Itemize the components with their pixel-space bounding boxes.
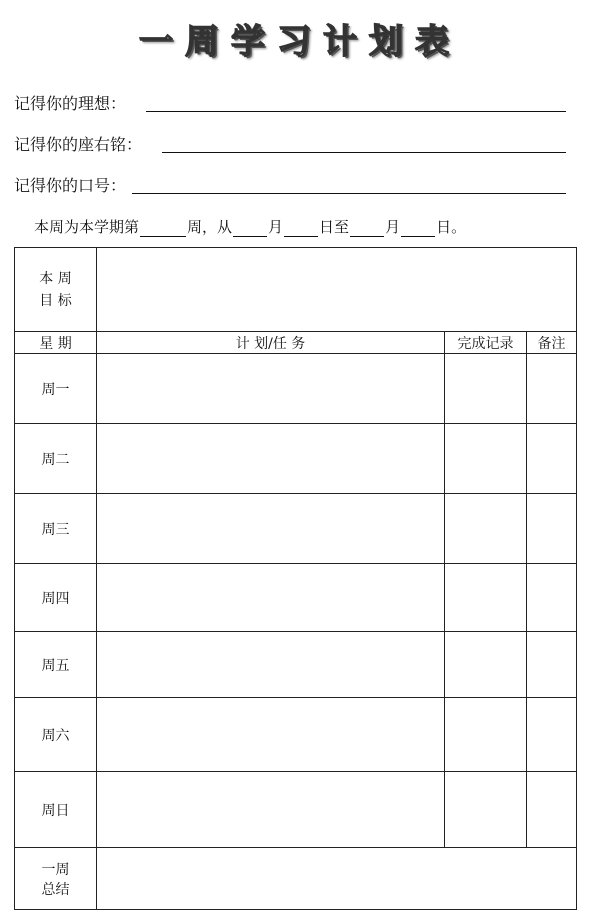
week-text-2: 周，从 — [187, 218, 233, 236]
slogan-input-line[interactable] — [132, 193, 566, 194]
record-cell[interactable] — [445, 698, 527, 772]
end-day-blank[interactable] — [401, 221, 435, 237]
goal-content-cell[interactable] — [97, 248, 577, 332]
table-row — [15, 632, 577, 698]
week-info-line — [34, 216, 466, 237]
plan-table — [14, 247, 577, 910]
slogan-field — [14, 174, 574, 196]
goal-label-line1: 本 周 — [39, 270, 72, 287]
slogan-label: 记得你的口号： — [14, 176, 127, 195]
record-cell[interactable] — [445, 424, 527, 494]
day-label-fri: 周五 — [15, 632, 97, 698]
table-row — [15, 698, 577, 772]
end-month-blank[interactable] — [350, 221, 384, 237]
note-cell[interactable] — [527, 772, 577, 848]
plan-cell[interactable] — [97, 632, 445, 698]
plan-cell[interactable] — [97, 424, 445, 494]
ideal-field — [14, 92, 574, 114]
summary-content-cell[interactable] — [97, 848, 577, 910]
week-text-4: 日至 — [319, 218, 350, 236]
start-day-blank[interactable] — [284, 221, 318, 237]
record-cell[interactable] — [445, 632, 527, 698]
goal-label-cell — [15, 248, 97, 332]
plan-cell[interactable] — [97, 494, 445, 564]
day-label-thu: 周四 — [15, 564, 97, 632]
ideal-input-line[interactable] — [146, 111, 566, 112]
header-day: 星 期 — [15, 332, 97, 354]
plan-cell[interactable] — [97, 354, 445, 424]
goal-label-line2: 目 标 — [39, 292, 72, 309]
week-text-5: 月 — [385, 218, 401, 236]
summary-label-line1: 一周 — [41, 861, 70, 878]
day-label-mon: 周一 — [15, 354, 97, 424]
record-cell[interactable] — [445, 772, 527, 848]
note-cell[interactable] — [527, 564, 577, 632]
goal-row — [15, 248, 577, 332]
table-row — [15, 354, 577, 424]
record-cell[interactable] — [445, 354, 527, 424]
table-row — [15, 772, 577, 848]
motto-field — [14, 133, 574, 155]
record-cell[interactable] — [445, 494, 527, 564]
plan-cell[interactable] — [97, 698, 445, 772]
summary-label-line2: 总结 — [41, 881, 70, 898]
note-cell[interactable] — [527, 354, 577, 424]
plan-cell[interactable] — [97, 564, 445, 632]
week-text-1: 本周为本学期第 — [34, 218, 140, 236]
note-cell[interactable] — [527, 632, 577, 698]
note-cell[interactable] — [527, 424, 577, 494]
motto-input-line[interactable] — [162, 152, 566, 153]
week-number-blank[interactable] — [140, 221, 186, 237]
page-title: 一周学习计划表 — [139, 22, 461, 62]
header-note: 备注 — [527, 332, 577, 354]
ideal-label: 记得你的理想： — [14, 94, 127, 113]
table-row — [15, 494, 577, 564]
header-plan: 计 划/任 务 — [97, 332, 445, 354]
day-label-sat: 周六 — [15, 698, 97, 772]
week-text-3: 月 — [268, 218, 284, 236]
header-row — [15, 332, 577, 354]
table-row — [15, 564, 577, 632]
header-record: 完成记录 — [445, 332, 527, 354]
summary-label-cell — [15, 848, 97, 910]
day-label-sun: 周日 — [15, 772, 97, 848]
day-label-wed: 周三 — [15, 494, 97, 564]
note-cell[interactable] — [527, 494, 577, 564]
note-cell[interactable] — [527, 698, 577, 772]
week-text-6: 日。 — [436, 218, 467, 236]
day-label-tue: 周二 — [15, 424, 97, 494]
start-month-blank[interactable] — [233, 221, 267, 237]
summary-row — [15, 848, 577, 910]
motto-label: 记得你的座右铭： — [14, 135, 143, 154]
plan-cell[interactable] — [97, 772, 445, 848]
table-row — [15, 424, 577, 494]
record-cell[interactable] — [445, 564, 527, 632]
